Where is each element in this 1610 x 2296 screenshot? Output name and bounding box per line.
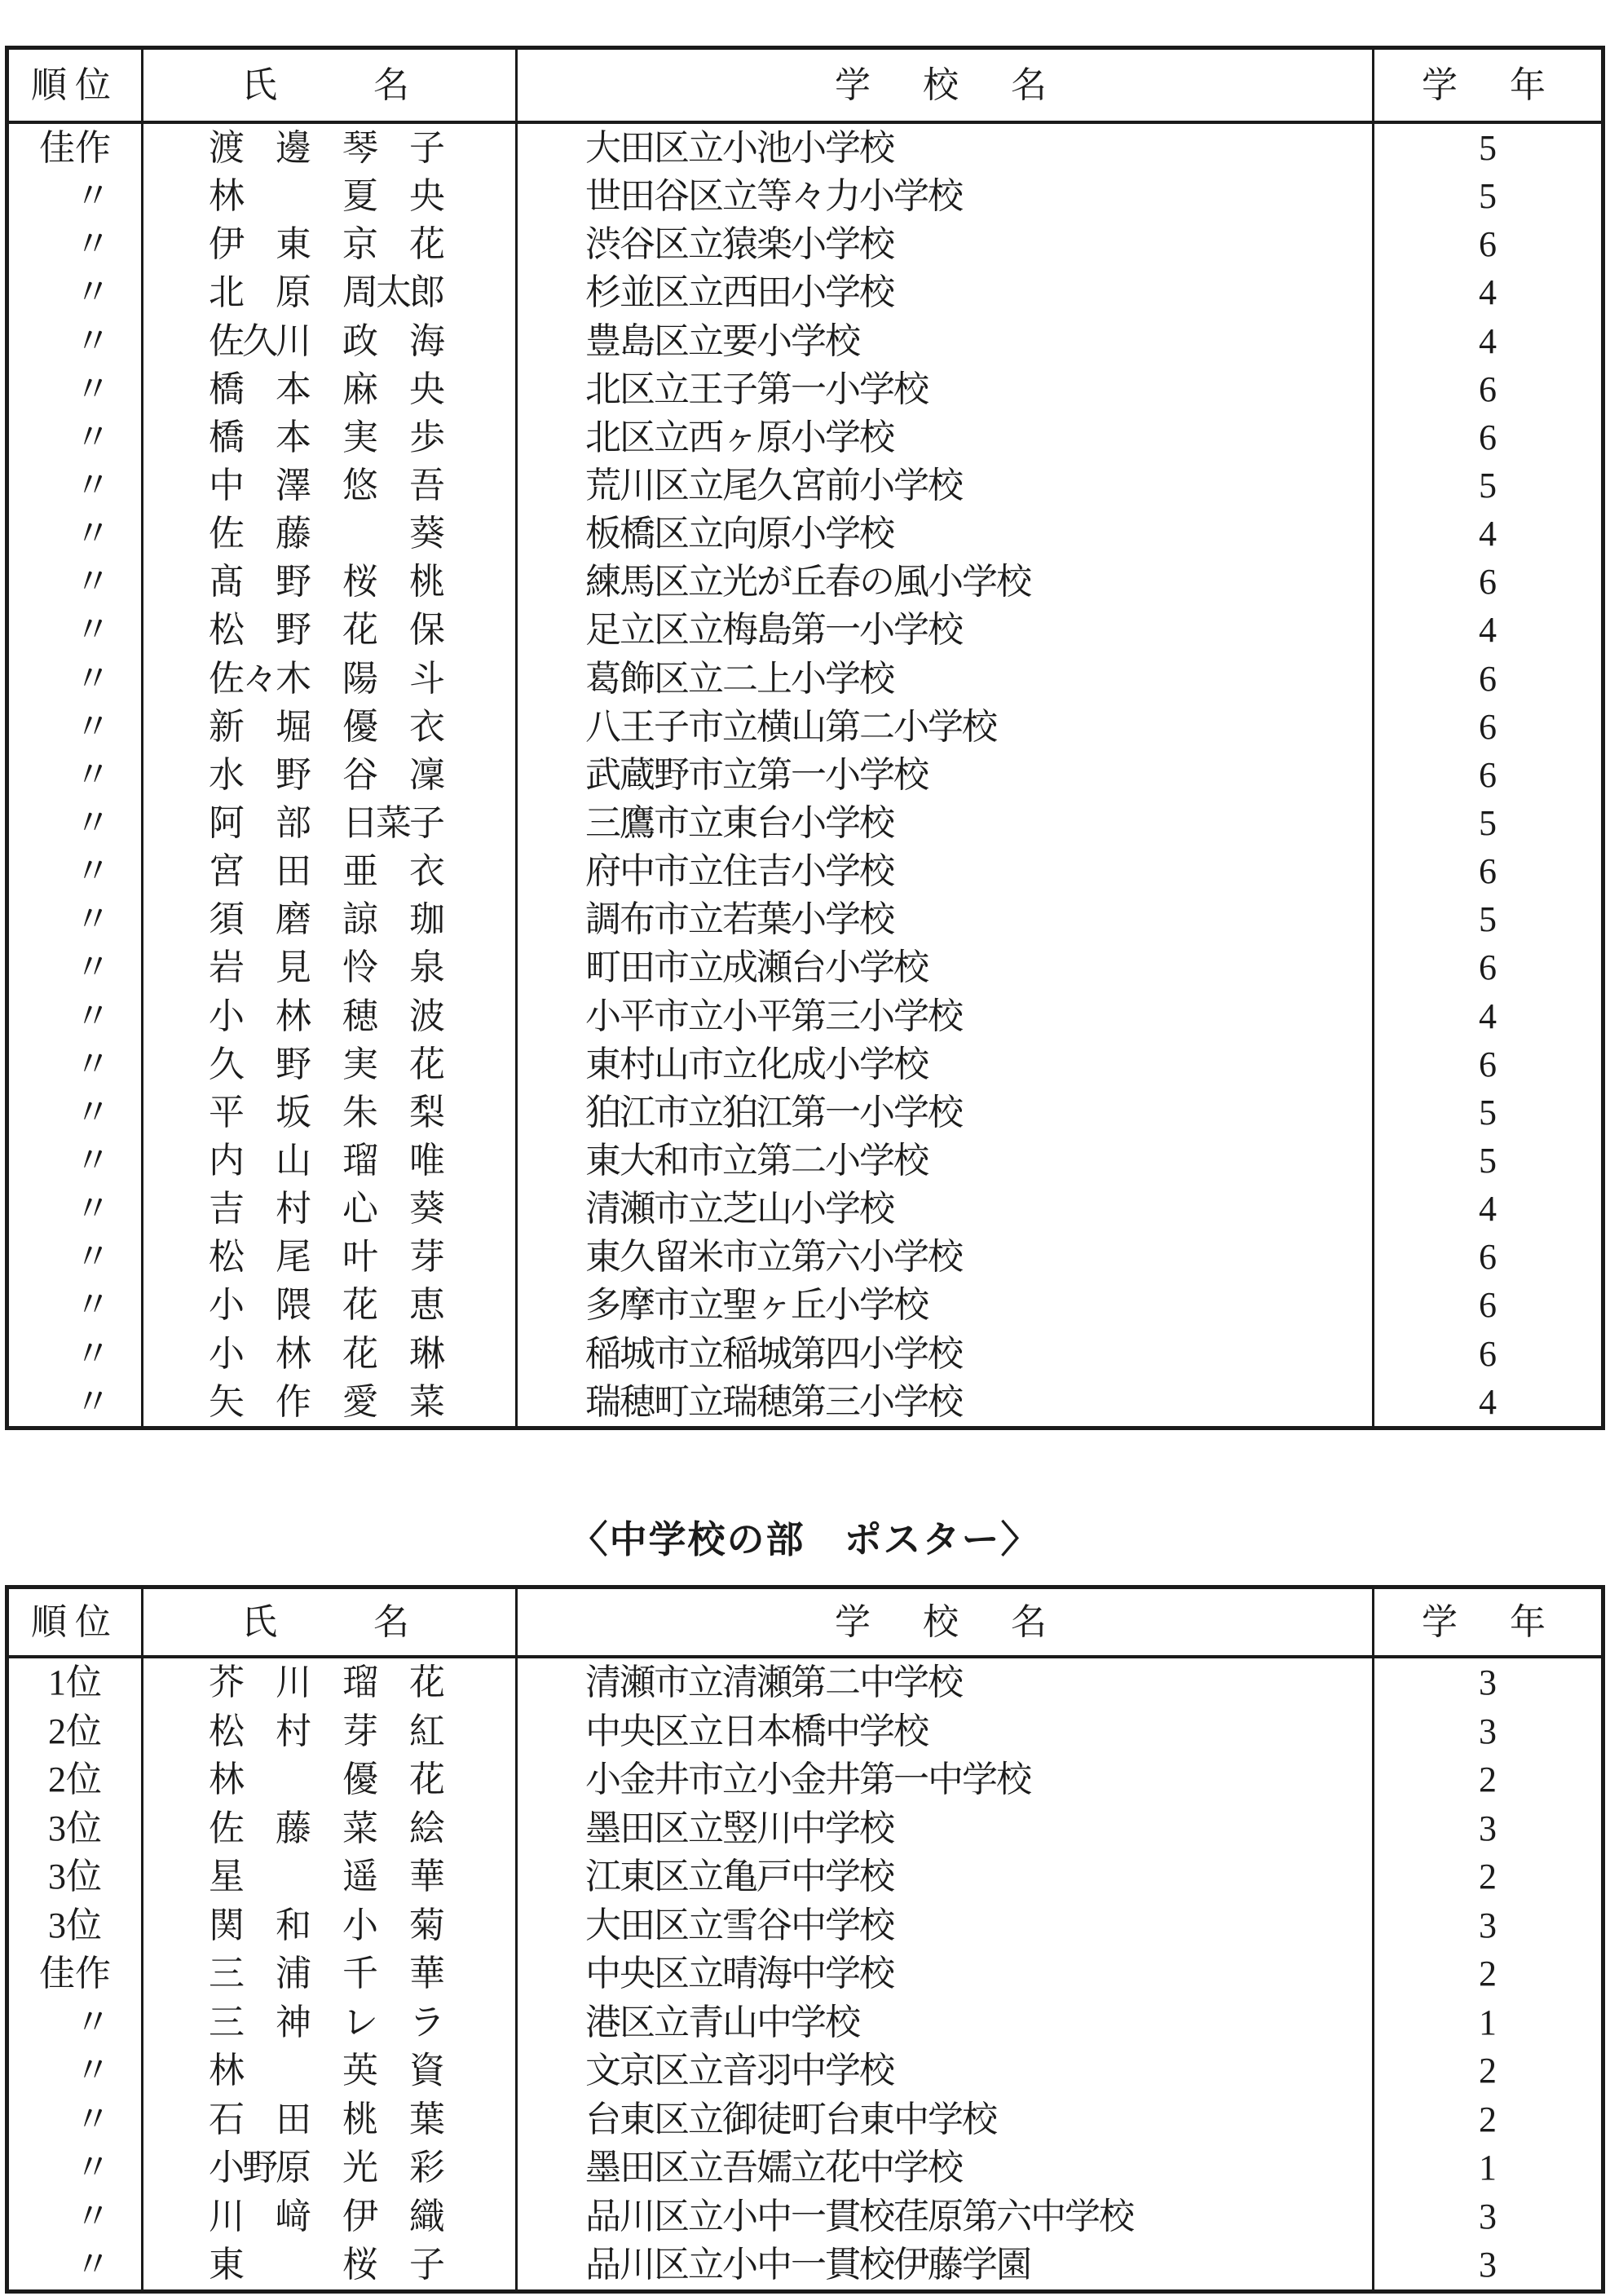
table-row	[9, 1998, 1601, 2047]
school-cell: 町田市立成瀬台小学校	[515, 943, 1372, 991]
name-cell: 新 堀 優 衣	[141, 703, 515, 751]
rank-cell: 〃	[39, 514, 111, 554]
school-cell: 武蔵野市立第一小学校	[515, 751, 1372, 799]
name-cell: 髙 野 桜 桃	[141, 558, 515, 606]
school-cell: 渋谷区立猿楽小学校	[515, 220, 1372, 268]
table-row	[9, 365, 1601, 413]
rank-cell: 〃	[39, 1140, 111, 1181]
table-row	[9, 2144, 1601, 2192]
table-body	[9, 124, 1601, 1426]
table-row	[9, 2095, 1601, 2144]
school-cell: 世田谷区立等々力小学校	[515, 172, 1372, 220]
grade-cell: 6	[1372, 220, 1601, 268]
rank-cell: 〃	[39, 2051, 111, 2091]
name-cell: 平 坂 朱 梨	[141, 1088, 515, 1137]
rank-cell: 〃	[39, 417, 111, 457]
grade-cell: 4	[1372, 992, 1601, 1040]
grade-cell: 6	[1372, 1281, 1601, 1329]
school-column-header: 学 校 名	[515, 50, 1372, 121]
rank-cell: 〃	[39, 1381, 111, 1422]
rank-cell: 2位	[48, 1711, 102, 1751]
name-cell: 小 林 穂 波	[141, 992, 515, 1040]
table-row	[9, 1755, 1601, 1804]
grade-cell: 4	[1372, 1185, 1601, 1233]
table-row	[9, 1137, 1601, 1185]
table-header-row	[9, 1589, 1601, 1658]
rank-cell: 〃	[39, 851, 111, 892]
name-cell: 芥 川 瑠 花	[141, 1658, 515, 1707]
grade-cell: 6	[1372, 1040, 1601, 1088]
school-cell: 墨田区立吾嬬立花中学校	[515, 2144, 1372, 2192]
table-row	[9, 1658, 1601, 1707]
rank-cell: 〃	[39, 176, 111, 217]
name-cell: 三 神 レ ラ	[141, 1998, 515, 2047]
grade-cell: 6	[1372, 703, 1601, 751]
table-row	[9, 1281, 1601, 1329]
school-cell: 練馬区立光が丘春の風小学校	[515, 558, 1372, 606]
table-row	[9, 1185, 1601, 1233]
name-cell: 渡 邊 琴 子	[141, 124, 515, 172]
name-cell: 橋 本 実 歩	[141, 413, 515, 461]
rank-cell: 〃	[39, 947, 111, 988]
name-cell: 佐久川 政 海	[141, 317, 515, 365]
rank-cell: 3位	[48, 1808, 102, 1848]
rank-cell: 〃	[39, 272, 111, 313]
school-cell: 清瀬市立清瀬第二中学校	[515, 1658, 1372, 1707]
table-row	[9, 1040, 1601, 1088]
table-row	[9, 461, 1601, 510]
grade-cell: 3	[1372, 2241, 1601, 2289]
school-cell: 板橋区立向原小学校	[515, 510, 1372, 558]
table-row	[9, 268, 1601, 316]
table-row	[9, 1901, 1601, 1950]
school-cell: 杉並区立西田小学校	[515, 268, 1372, 316]
rank-cell: 2位	[48, 1760, 102, 1799]
table-row	[9, 1804, 1601, 1853]
grade-cell: 5	[1372, 124, 1601, 172]
school-cell: 調布市立若葉小学校	[515, 895, 1372, 943]
grade-cell: 4	[1372, 606, 1601, 654]
school-cell: 東大和市立第二小学校	[515, 1137, 1372, 1185]
school-cell: 八王子市立横山第二小学校	[515, 703, 1372, 751]
grade-cell: 4	[1372, 1378, 1601, 1426]
rank-cell: 〃	[39, 369, 111, 409]
table-row	[9, 2192, 1601, 2241]
rank-cell: 〃	[39, 1189, 111, 1230]
school-cell: 三鷹市立東台小学校	[515, 799, 1372, 847]
table-row	[9, 895, 1601, 943]
section-heading: 〈中学校の部 ポスター〉	[570, 1518, 1040, 1561]
rank-cell: 〃	[39, 1285, 111, 1326]
rank-cell: 〃	[39, 1092, 111, 1133]
rank-cell: 〃	[39, 1044, 111, 1084]
name-cell: 吉 村 心 葵	[141, 1185, 515, 1233]
rank-cell: 〃	[39, 658, 111, 699]
table-row	[9, 172, 1601, 220]
name-cell: 岩 見 怜 泉	[141, 943, 515, 991]
name-column-header: 氏 名	[141, 50, 515, 121]
rank-cell: 〃	[39, 320, 111, 361]
rank-cell: 〃	[39, 899, 111, 940]
name-cell: 関 和 小 菊	[141, 1901, 515, 1950]
school-cell: 東村山市立化成小学校	[515, 1040, 1372, 1088]
school-cell: 北区立王子第一小学校	[515, 365, 1372, 413]
grade-cell: 6	[1372, 558, 1601, 606]
grade-cell: 3	[1372, 1707, 1601, 1756]
school-cell: 多摩市立聖ヶ丘小学校	[515, 1281, 1372, 1329]
grade-cell: 6	[1372, 847, 1601, 895]
table-row	[9, 751, 1601, 799]
name-cell: 林 夏 央	[141, 172, 515, 220]
rank-column-header: 順位	[31, 65, 119, 105]
school-cell: 北区立西ヶ原小学校	[515, 413, 1372, 461]
school-cell: 墨田区立竪川中学校	[515, 1804, 1372, 1853]
grade-cell: 6	[1372, 655, 1601, 703]
rank-cell: 〃	[39, 2099, 111, 2139]
name-cell: 久 野 実 花	[141, 1040, 515, 1088]
table-row	[9, 992, 1601, 1040]
name-cell: 宮 田 亜 衣	[141, 847, 515, 895]
school-cell: 狛江市立狛江第一小学校	[515, 1088, 1372, 1137]
rank-column-header: 順位	[31, 1602, 119, 1642]
school-cell: 台東区立御徒町台東中学校	[515, 2095, 1372, 2144]
name-cell: 阿 部 日菜子	[141, 799, 515, 847]
grade-cell: 1	[1372, 2144, 1601, 2192]
rank-cell: 3位	[48, 1857, 102, 1896]
school-cell: 港区立青山中学校	[515, 1998, 1372, 2047]
school-cell: 大田区立雪谷中学校	[515, 1901, 1372, 1950]
name-cell: 矢 作 愛 菜	[141, 1378, 515, 1426]
school-column-header: 学 校 名	[515, 1589, 1372, 1655]
elementary-results-table	[5, 46, 1605, 1430]
name-cell: 中 澤 悠 吾	[141, 461, 515, 510]
name-cell: 小 林 花 琳	[141, 1330, 515, 1378]
name-cell: 東 桜 子	[141, 2241, 515, 2289]
name-cell: 林 英 資	[141, 2047, 515, 2095]
name-cell: 佐 藤 葵	[141, 510, 515, 558]
name-cell: 伊 東 京 花	[141, 220, 515, 268]
school-cell: 大田区立小池小学校	[515, 124, 1372, 172]
rank-cell: 〃	[39, 1333, 111, 1374]
school-cell: 江東区立亀戸中学校	[515, 1852, 1372, 1901]
grade-cell: 6	[1372, 365, 1601, 413]
rank-cell: 1位	[48, 1662, 102, 1702]
name-cell: 松 野 花 保	[141, 606, 515, 654]
grade-column-header: 学 年	[1372, 50, 1601, 121]
name-cell: 須 磨 諒 珈	[141, 895, 515, 943]
grade-cell: 2	[1372, 1949, 1601, 1998]
name-cell: 佐 藤 菜 絵	[141, 1804, 515, 1853]
table-body	[9, 1658, 1601, 2289]
table-row	[9, 558, 1601, 606]
table-row	[9, 606, 1601, 654]
grade-cell: 6	[1372, 943, 1601, 991]
rank-cell: 佳作	[39, 1954, 111, 1994]
rank-cell: 〃	[39, 802, 111, 843]
table-row	[9, 413, 1601, 461]
table-row	[9, 655, 1601, 703]
rank-cell: 〃	[39, 1237, 111, 1278]
grade-cell: 5	[1372, 799, 1601, 847]
rank-cell: 〃	[39, 224, 111, 265]
table-row	[9, 1707, 1601, 1756]
grade-cell: 2	[1372, 1755, 1601, 1804]
table-row	[9, 220, 1601, 268]
table-row	[9, 1852, 1601, 1901]
rank-cell: 〃	[39, 754, 111, 795]
table-header-row	[9, 50, 1601, 124]
rank-cell: 〃	[39, 562, 111, 603]
name-cell: 石 田 桃 葉	[141, 2095, 515, 2144]
grade-cell: 5	[1372, 1137, 1601, 1185]
rank-cell: 〃	[39, 2196, 111, 2236]
school-cell: 小平市立小平第三小学校	[515, 992, 1372, 1040]
rank-cell: 3位	[48, 1905, 102, 1945]
school-cell: 中央区立晴海中学校	[515, 1949, 1372, 1998]
table-row	[9, 510, 1601, 558]
rank-cell: 〃	[39, 2245, 111, 2285]
table-row	[9, 2047, 1601, 2095]
rank-cell: 〃	[39, 706, 111, 747]
name-cell: 佐々木 陽 斗	[141, 655, 515, 703]
grade-cell: 2	[1372, 2047, 1601, 2095]
grade-cell: 3	[1372, 1901, 1601, 1950]
school-cell: 稲城市立稲城第四小学校	[515, 1330, 1372, 1378]
rank-cell: 〃	[39, 465, 111, 506]
grade-cell: 6	[1372, 1233, 1601, 1281]
grade-cell: 3	[1372, 1804, 1601, 1853]
table-row	[9, 799, 1601, 847]
rank-cell: 〃	[39, 2002, 111, 2042]
name-cell: 松 村 芽 紅	[141, 1707, 515, 1756]
school-cell: 品川区立小中一貫校荏原第六中学校	[515, 2192, 1372, 2241]
school-cell: 文京区立音羽中学校	[515, 2047, 1372, 2095]
grade-column-header: 学 年	[1372, 1589, 1601, 1655]
rank-cell: 〃	[39, 610, 111, 651]
school-cell: 中央区立日本橋中学校	[515, 1707, 1372, 1756]
table-row	[9, 2241, 1601, 2289]
grade-cell: 6	[1372, 1330, 1601, 1378]
grade-cell: 2	[1372, 1852, 1601, 1901]
school-cell: 葛飾区立二上小学校	[515, 655, 1372, 703]
table-row	[9, 1233, 1601, 1281]
table-row	[9, 1949, 1601, 1998]
name-cell: 小野原 光 彩	[141, 2144, 515, 2192]
grade-cell: 5	[1372, 895, 1601, 943]
grade-cell: 4	[1372, 268, 1601, 316]
grade-cell: 4	[1372, 510, 1601, 558]
school-cell: 東久留米市立第六小学校	[515, 1233, 1372, 1281]
grade-cell: 1	[1372, 1998, 1601, 2047]
table-row	[9, 317, 1601, 365]
grade-cell: 3	[1372, 1658, 1601, 1707]
rank-cell: 佳作	[39, 128, 111, 168]
school-cell: 豊島区立要小学校	[515, 317, 1372, 365]
school-cell: 品川区立小中一貫校伊藤学園	[515, 2241, 1372, 2289]
table-row	[9, 703, 1601, 751]
school-cell: 瑞穂町立瑞穂第三小学校	[515, 1378, 1372, 1426]
grade-cell: 5	[1372, 1088, 1601, 1137]
name-cell: 星 遥 華	[141, 1852, 515, 1901]
table-row	[9, 1378, 1601, 1426]
name-cell: 川 﨑 伊 織	[141, 2192, 515, 2241]
grade-cell: 5	[1372, 172, 1601, 220]
grade-cell: 4	[1372, 317, 1601, 365]
grade-cell: 6	[1372, 413, 1601, 461]
name-cell: 内 山 瑠 唯	[141, 1137, 515, 1185]
name-cell: 三 浦 千 華	[141, 1949, 515, 1998]
table-row	[9, 1088, 1601, 1137]
table-row	[9, 124, 1601, 172]
name-cell: 林 優 花	[141, 1755, 515, 1804]
table-row	[9, 847, 1601, 895]
name-cell: 水 野 谷 凜	[141, 751, 515, 799]
grade-cell: 2	[1372, 2095, 1601, 2144]
grade-cell: 3	[1372, 2192, 1601, 2241]
table-row	[9, 1330, 1601, 1378]
grade-cell: 6	[1372, 751, 1601, 799]
name-cell: 松 尾 叶 芽	[141, 1233, 515, 1281]
rank-cell: 〃	[39, 996, 111, 1036]
name-cell: 橋 本 麻 央	[141, 365, 515, 413]
name-cell: 北 原 周太郎	[141, 268, 515, 316]
rank-cell: 〃	[39, 2148, 111, 2188]
school-cell: 足立区立梅島第一小学校	[515, 606, 1372, 654]
school-cell: 府中市立住吉小学校	[515, 847, 1372, 895]
junior-results-table	[5, 1585, 1605, 2294]
name-cell: 小 隈 花 恵	[141, 1281, 515, 1329]
table-row	[9, 943, 1601, 991]
school-cell: 清瀬市立芝山小学校	[515, 1185, 1372, 1233]
school-cell: 荒川区立尾久宮前小学校	[515, 461, 1372, 510]
school-cell: 小金井市立小金井第一中学校	[515, 1755, 1372, 1804]
grade-cell: 5	[1372, 461, 1601, 510]
name-column-header: 氏 名	[141, 1589, 515, 1655]
